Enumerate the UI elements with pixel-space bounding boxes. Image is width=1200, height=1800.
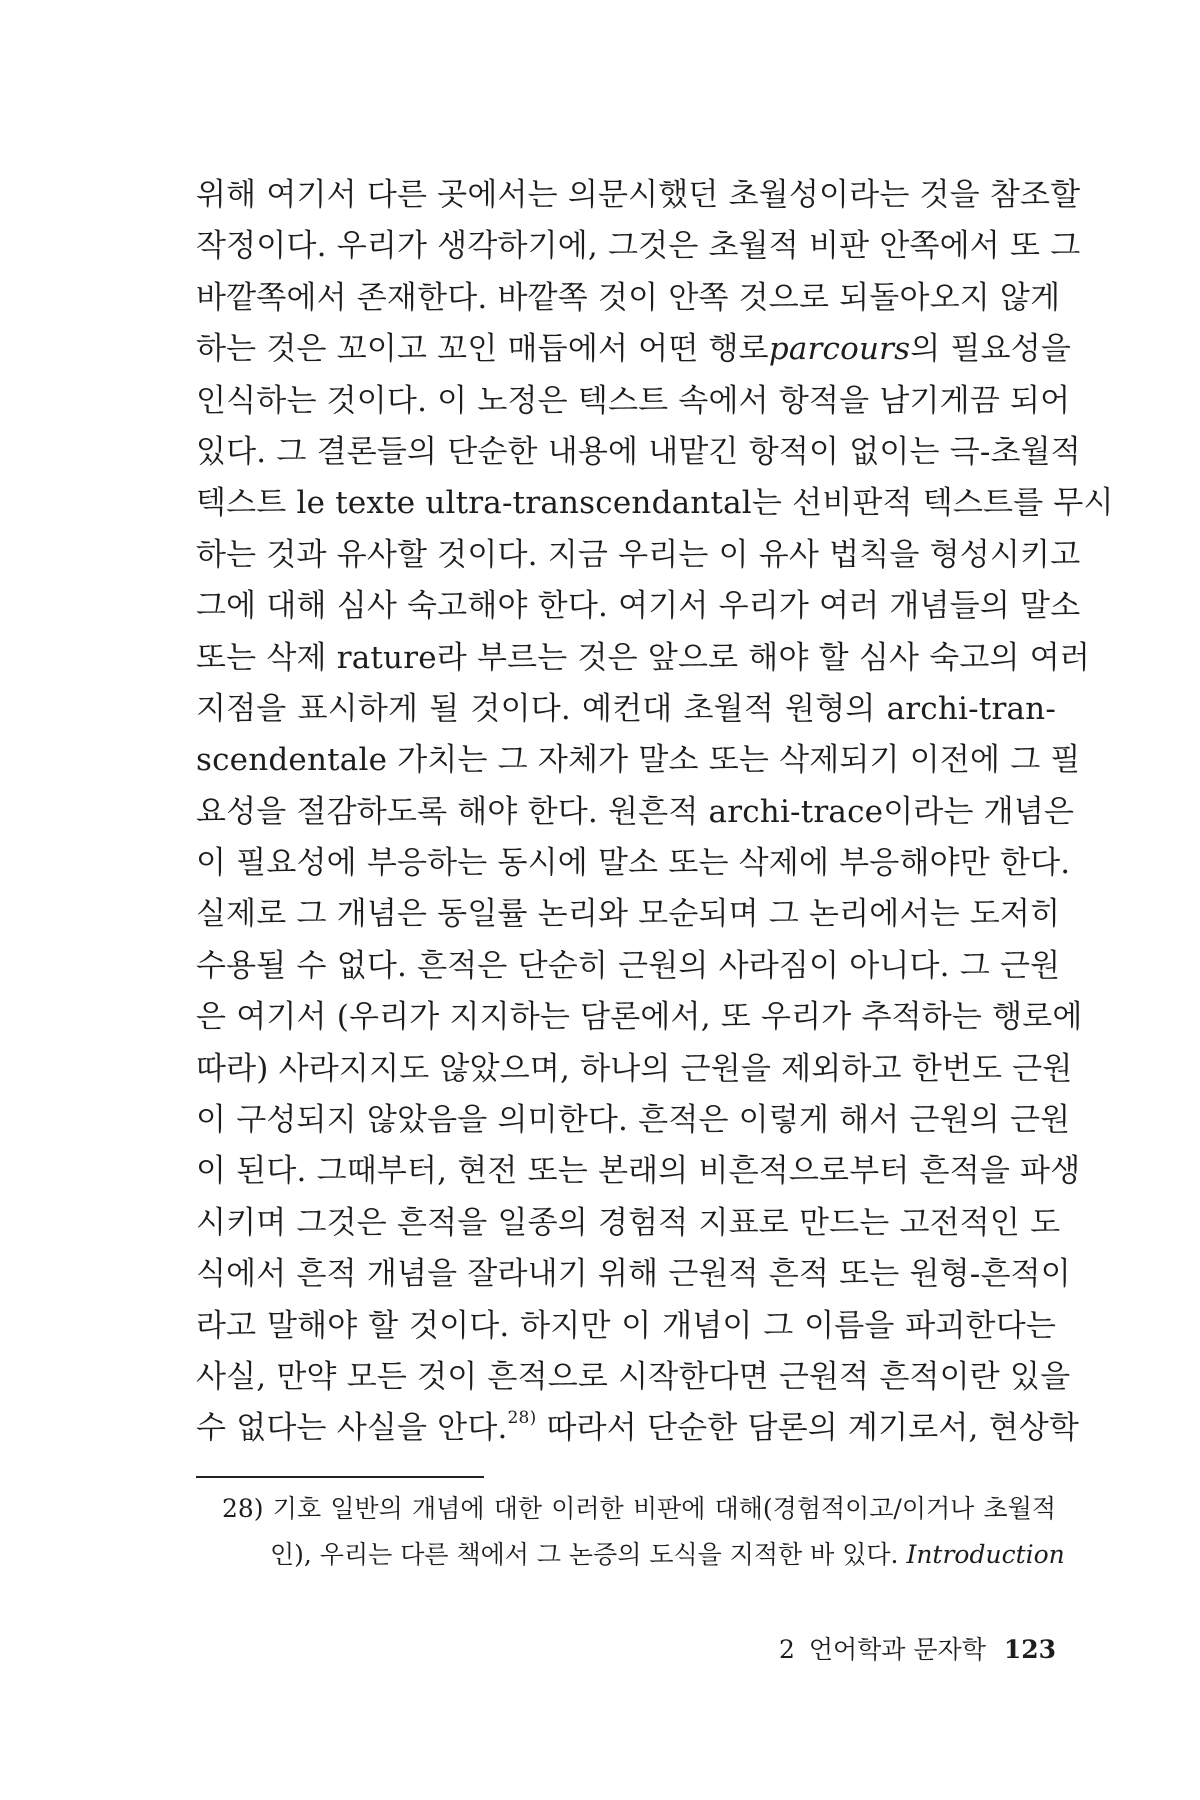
text-line: 또는 삭제 rature라 부르는 것은 앞으로 해야 할 심사 숙고의 여러 [196,639,1090,676]
text-line: scendentale 가치는 그 자체가 말소 또는 삭제되기 이전에 그 필 [196,742,1081,779]
text-line: 실제로 그 개념은 동일률 논리와 모순되며 그 논리에서는 도저히 [196,896,1061,933]
text-line: 있다. 그 결론들의 단순한 내용에 내맡긴 항적이 없이는 극-초월적 [196,433,1081,470]
footnote [222,1486,1065,1578]
chapter-title: 언어학과 문자학 [808,1635,986,1664]
text-line: 시키며 그것은 흔적을 일종의 경험적 지표로 만드는 고전적인 도 [196,1204,1061,1241]
page-number: 123 [1003,1635,1056,1664]
footnote-text: 인), 우리는 다른 책에서 그 논증의 도식을 지적한 바 있다. [270,1540,899,1569]
footnote-divider [196,1476,484,1478]
text-segment: 하는 것은 꼬이고 꼬인 매듭에서 어떤 행로 [196,331,769,368]
text-line [196,324,1072,375]
footnote-line: 28) 기호 일반의 개념에 대한 이러한 비판에 대해(경험적이고/이거나 초월적 [222,1494,1056,1523]
text-line: 이 구성되지 않았음을 의미한다. 흔적은 이렇게 해서 근원의 근원 [196,1102,1071,1139]
text-line: 은 여기서 (우리가 지지하는 담론에서, 또 우리가 추적하는 행로에 [196,999,1083,1036]
text-line: 작정이다. 우리가 생각하기에, 그것은 초월적 비판 안쪽에서 또 그 [196,228,1081,265]
text-segment: 따라서 단순한 담론의 계기로서, 현상학 [536,1410,1080,1447]
text-line: 지점을 표시하게 될 것이다. 예컨대 초월적 원형의 archi-tran- [196,690,1056,727]
chapter-number: 2 [779,1635,795,1664]
italic-title-introduction: Introduction [906,1540,1065,1569]
footnote-line [222,1532,1065,1578]
text-line: 식에서 흔적 개념을 잘라내기 위해 근원적 흔적 또는 원형-흔적이 [196,1256,1071,1293]
footnote-reference[interactable]: 28) [507,1408,537,1429]
text-line: 이 된다. 그때부터, 현전 또는 본래의 비흔적으로부터 흔적을 파생 [196,1153,1081,1190]
italic-term-parcours: parcours [768,331,911,368]
text-line [196,1403,1080,1454]
text-line: 텍스트 le texte ultra-transcendantal는 선비판적 텍스트를 무시 [196,485,1114,522]
text-line: 수용될 수 없다. 흔적은 단순히 근원의 사라짐이 아니다. 그 근원 [196,947,1061,984]
text-line: 인식하는 것이다. 이 노정은 텍스트 속에서 항적을 남기게끔 되어 [196,382,1071,419]
text-line: 사실, 만약 모든 것이 흔적으로 시작한다면 근원적 흔적이란 있을 [196,1358,1071,1395]
text-line: 그에 대해 심사 숙고해야 한다. 여기서 우리가 여러 개념들의 말소 [196,588,1081,625]
page-footer [680,1630,1056,1670]
text-line: 따라) 사라지지도 않았으며, 하나의 근원을 제외하고 한번도 근원 [196,1050,1073,1087]
text-line: 이 필요성에 부응하는 동시에 말소 또는 삭제에 부응해야만 한다. [196,845,1071,882]
text-line: 하는 것과 유사할 것이다. 지금 우리는 이 유사 법칙을 형성시키고 [196,536,1081,573]
text-segment: 수 없다는 사실을 안다. [196,1410,508,1447]
body-text [196,170,1114,1455]
text-line: 바깥쪽에서 존재한다. 바깥쪽 것이 안쪽 것으로 되돌아오지 않게 [196,279,1061,316]
text-segment: 의 필요성을 [910,331,1072,368]
text-line: 위해 여기서 다른 곳에서는 의문시했던 초월성이라는 것을 참조할 [196,177,1081,213]
text-line: 라고 말해야 할 것이다. 하지만 이 개념이 그 이름을 파괴한다는 [196,1307,1056,1344]
text-line: 요성을 절감하도록 해야 한다. 원흔적 archi-trace이라는 개념은 [196,793,1075,830]
